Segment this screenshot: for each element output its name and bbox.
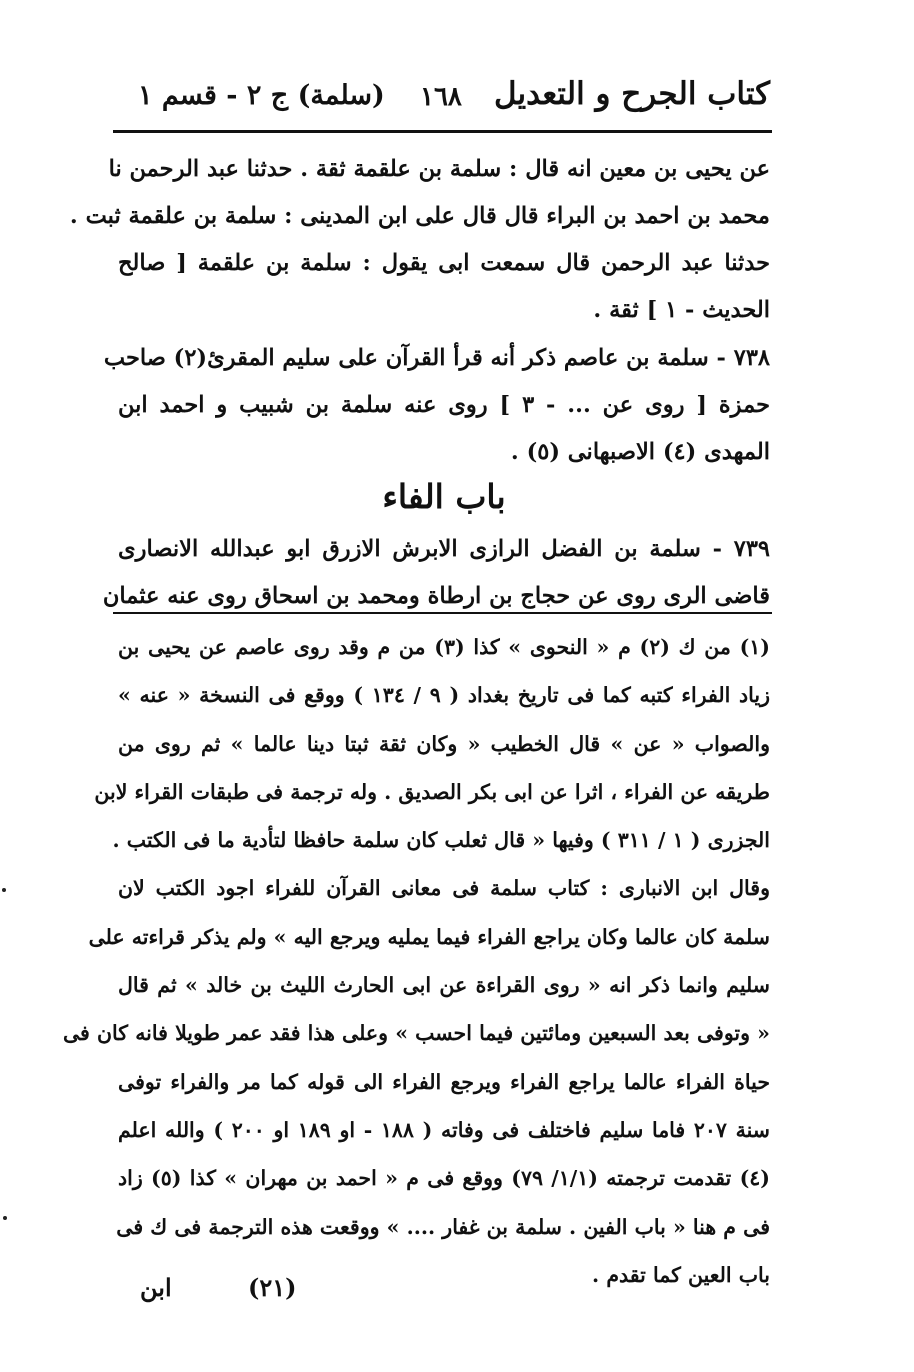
section-label: (سلمة) ج ٢ - قسم ١: [138, 80, 385, 111]
catchword: ابن: [140, 1273, 172, 1302]
footnotes: [62, 623, 770, 1299]
entry-739: [102, 526, 770, 620]
footnote-line: حياة الفراء عالما يراجع الفراء ويرجع الفراء الى قوله كما مر والفراء توفى: [118, 1069, 770, 1094]
footnote-line: (٤) تقدمت ترجمته (١/١/ ٧٩) ووقع فى م « احمد بن مهران » كذا (٥) زاد: [118, 1166, 770, 1191]
text-line: قاضى الرى روى عن حجاج بن ارطاة ومحمد بن اسحاق روى عنه عثمان: [102, 583, 770, 609]
text-line: عن يحيى بن معين انه قال : سلمة بن علقمة ثقة . حدثنا عبد الرحمن نا: [108, 156, 770, 182]
footnote-line: والصواب « عن » قال الخطيب « وكان ثقة ثبتا دينا عالما » ثم روى من: [118, 731, 770, 756]
text-line: الحديث - ١ ] ثقة .: [593, 297, 770, 323]
footnote-line: « وتوفى بعد السبعين ومائتين فيما احسب » وعلى هذا فقد عمر طويلا فانه كان فى: [62, 1021, 770, 1046]
running-header: [110, 70, 770, 126]
scan-speck: [3, 1216, 7, 1220]
scan-speck: [2, 888, 6, 892]
footnote-line: فى م هنا « باب الفين . سلمة بن غفار .... » ووقعت هذه الترجمة فى ك فى: [116, 1214, 770, 1239]
footnote-line: باب العين كما تقدم .: [592, 1262, 770, 1287]
entry-737-continuation: [69, 146, 770, 334]
text-line: ٧٣٨ - سلمة بن عاصم ذكر أنه قرأ القرآن على سليم المقرئ(٢) صاحب: [103, 345, 770, 371]
book-title: كتاب الجرح و التعديل: [493, 76, 770, 112]
text-line: حدثنا عبد الرحمن قال سمعت ابى يقول : سلمة بن علقمة [ صالح: [118, 250, 770, 276]
footnote-line: الجزرى ( ١ / ٣١١ ) وفيها « قال ثعلب كان سلمة حافظا لتأدية ما فى الكتب .: [112, 828, 770, 853]
footnote-line: سلمة كان عالما وكان يراجع الفراء فيما يمليه ويرجع اليه » ولم يذكر قراءته على: [88, 924, 770, 949]
chapter-heading: باب الفاء: [382, 477, 506, 516]
footnote-line: زياد الفراء كتبه كما فى تاريخ بغداد ( ٩ / ١٣٤ ) ووقع فى النسخة « عنه »: [118, 683, 770, 708]
footnote-line: وقال ابن الانبارى : كتاب سلمة فى معانى القرآن للفراء اجود الكتب لان: [118, 876, 770, 901]
header-rule: [113, 130, 772, 133]
footnote-line: سنة ٢٠٧ فاما سليم فاختلف فى وفاته ( ١٨٨ - او ١٨٩ او ٢٠٠ ) والله اعلم: [118, 1117, 770, 1142]
footnote-rule: [113, 612, 772, 614]
page-number: ١٦٨: [420, 82, 462, 112]
footnote-line: سليم وانما ذكر انه « روى القراءة عن ابى الحارث الليث بن خالد » ثم قال: [118, 973, 770, 998]
text-line: المهدى (٤) الاصبهانى (٥) .: [510, 439, 770, 465]
text-line: حمزة [ روى عن ... - ٣ ] روى عنه سلمة بن شبيب و احمد ابن: [118, 392, 770, 418]
signature-mark: (٢١): [248, 1273, 297, 1302]
footnote-line: طريقه عن الفراء ، اثرا عن ابى بكر الصديق . وله ترجمة فى طبقات القراء لابن: [94, 779, 770, 804]
text-line: ٧٣٩ - سلمة بن الفضل الرازى الابرش الازرق ابو عبدالله الانصارى: [118, 536, 770, 562]
entry-738: [103, 335, 770, 476]
text-line: محمد بن احمد بن البراء قال قال على ابن المدينى : سلمة بن علقمة ثبت .: [69, 203, 770, 229]
footnote-line: (١) من ك (٢) م « النحوى » كذا (٣) من م وقد روى عاصم عن يحيى بن: [118, 635, 770, 659]
